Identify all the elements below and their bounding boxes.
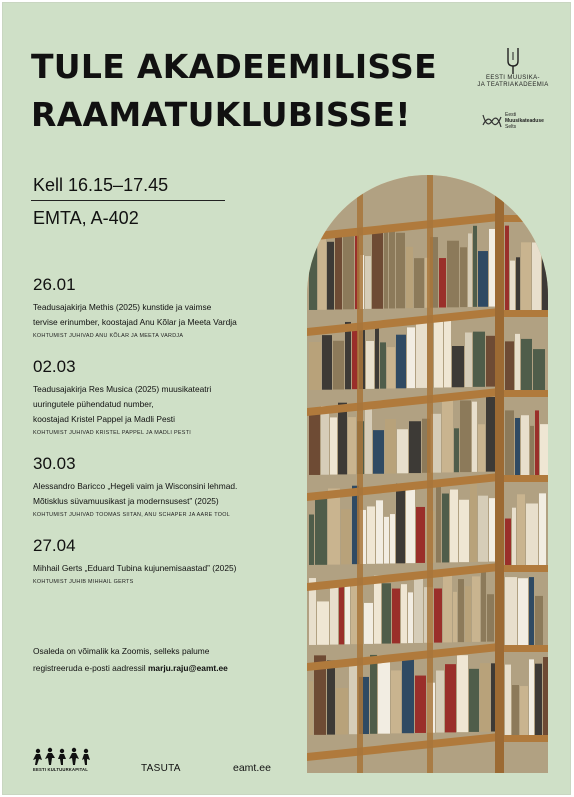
book-spine [318,227,326,310]
book-spine [460,247,467,307]
book-spine [468,233,472,307]
book-spine [465,333,472,388]
book-spine [505,519,511,565]
book-spine [364,603,373,644]
book-spine [374,576,381,644]
dancers-emblem-icon [33,747,91,767]
shelf-post [427,175,433,773]
time: Kell 16.15–17.45 [33,175,169,195]
book-spine [535,410,539,475]
event-description [33,382,323,427]
book-spine [309,681,313,735]
event-description-line: Teadusajakirja Res Musica (2025) muusikateatri [33,384,212,394]
book-spine [387,347,395,388]
event-description [33,300,323,330]
bookshelf-illustration [307,175,548,773]
book-spine [328,488,340,564]
shelf-board-right [499,215,548,222]
emta-logo [473,47,553,89]
book-spine [480,663,490,732]
book-spine [520,686,528,735]
book-spine [391,670,401,733]
book-spine [414,576,423,643]
book-spine [416,507,425,563]
shelf-post [357,175,363,773]
book-spine [521,415,529,475]
event-description-line: Teadusajakirja Methis (2025) kunstide ja vaimse [33,302,212,312]
headline-line-2: RAAMATUKLUBISSE! [31,95,411,134]
book-spine [473,226,477,307]
event-item [33,536,323,587]
book-spine [434,589,442,643]
book-spine [327,242,334,310]
book-spine [309,342,321,390]
bookshelf-photo [307,175,548,773]
poster [2,2,571,795]
book-spine [367,506,375,563]
book-spine [415,676,426,733]
book-spine [378,656,390,734]
book-spine [365,407,372,474]
note-line-2-text: registreeruda e-posti aadressil [33,663,148,673]
book-spine [396,233,405,309]
book-spine [372,228,383,309]
shelf-board-right [499,390,548,397]
book-spine [397,429,408,473]
footer-logo-label: EESTI KULTUURKAPITAL [33,767,89,772]
shelf-board-right [499,735,548,742]
book-spine [530,426,534,475]
book-spine [330,585,338,644]
book-spine [470,482,477,562]
book-spine [366,341,374,389]
book-spine [327,660,335,734]
event-list [33,275,323,603]
book-spine [481,572,486,642]
event-description-line: tervise erinumber, koostajad Anu Kõlar ja Meeta Vardja [33,317,237,327]
headline-line-1: TULE AKADEEMILISSE [31,47,437,86]
book-spine [505,226,509,310]
book-spine [478,251,488,307]
book-spine [396,484,405,564]
book-spine [434,322,443,388]
book-spine [309,408,320,475]
book-spine [518,578,528,645]
book-spine [336,688,348,734]
book-spine [338,403,347,475]
book-spine [458,579,464,642]
book-spine [376,500,383,563]
book-spine [478,424,485,472]
book-spine [450,490,458,563]
book-spine [348,417,356,474]
email-link[interactable]: marju.raju@eamt.ee [147,663,228,673]
book-spine [349,663,358,734]
book-spine [375,328,379,389]
event-description-line: koostajad Kristel Pappel ja Madli Pesti [33,414,175,424]
book-spine [339,582,344,644]
book-spine [345,584,350,644]
book-spine [407,327,415,388]
book-spine [443,573,452,643]
note-line-1: Osaleda on võimalik ka Zoomis, selleks palume [33,646,210,656]
book-spine [343,236,354,309]
shelf-board-right [499,565,548,572]
book-spine [517,494,525,565]
book-spine [406,247,413,308]
event-host: KOHTUMIST JUHIVAD KRISTEL PAPPEL JA MADLI PESTI [33,430,192,436]
place: EMTA, A-402 [33,208,139,228]
book-spine [532,242,541,310]
book-spine [345,322,351,389]
book-spine [402,657,414,733]
book-spine [442,399,453,473]
book-spine [322,335,332,390]
event-description [33,479,323,509]
book-spine [535,664,542,735]
book-spine [408,592,413,643]
book-spine [384,232,388,309]
event-host: KOHTUMIST JUHIVAD TOOMAS SIITAN, ANU SCHAPER JA AARE TOOL [33,512,231,518]
book-spine [465,586,471,642]
shelf-board-right [499,310,548,317]
book-spine [542,249,548,310]
book-spine [401,584,407,643]
book-spine [505,577,517,645]
event-date: 02.03 [33,357,76,376]
event-item [33,275,323,341]
event-description-line: uuringutele pühendatud number, [33,399,154,409]
emta-logo-line-2: JA TEATRIAKADEEMIA [477,82,549,88]
book-spine [442,494,449,563]
book-spine [512,508,516,565]
book-spine [406,484,415,563]
book-spine [317,601,329,644]
book-spine [445,664,456,732]
seltsi-logo [481,111,561,133]
event-date: 26.01 [33,275,76,294]
book-spine [459,500,469,562]
shelf-board-right [499,475,548,482]
book-spine [380,342,386,388]
book-spine [335,236,342,310]
event-description-line: Mõtisklus süvamuusikast ja modernsusest” (2025) [33,496,219,506]
book-spine [469,669,479,732]
book-spine [512,685,519,735]
event-item [33,357,323,438]
book-spine [539,493,546,565]
book-spine [315,499,327,565]
divider [31,200,225,201]
book-spine [540,424,548,475]
event-host: KOHTUMIST JUHIB MIHHAIL GERTS [33,579,134,585]
book-spine [333,341,344,390]
book-spine [472,402,477,472]
book-spine [416,318,427,388]
book-spine [478,496,488,562]
book-spine [510,261,515,310]
footer-logo [33,747,91,775]
book-spine [396,335,406,389]
book-spine [414,258,424,308]
seltsi-line-2: Muusikateaduse [505,118,544,124]
headline [31,43,461,139]
book-spine [543,657,548,735]
book-spine [505,341,514,390]
book-spine [487,594,494,641]
event-description-line: Mihhail Gerts „Eduard Tubina kujunemisaastad” (2025) [33,563,237,573]
event-date: 30.03 [33,454,76,473]
book-spine [444,320,451,387]
book-spine [390,514,395,563]
book-spine [533,349,545,390]
book-spine [321,406,329,475]
book-spine [515,334,520,390]
book-spine [389,225,395,309]
free-admission: TASUTA [141,763,181,774]
book-spine [452,346,464,387]
book-spine [515,418,520,475]
book-spine [489,229,495,307]
shelf-divider [495,175,504,773]
seltsi-emblem-icon [481,111,503,131]
book-spine [526,503,538,565]
book-spine [384,517,389,564]
book-spine [385,419,396,473]
book-spine [521,242,531,310]
book-spine [392,589,400,644]
seltsi-line-1: Eesti [505,112,517,118]
event-description [33,561,323,576]
book-spine [472,576,480,641]
seltsi-line-3: Selts [505,124,517,130]
book-spine [382,583,391,643]
book-spine [454,428,459,472]
emta-logo-line-1: EESTI MUUSIKA- [486,75,540,81]
website-link[interactable]: eamt.ee [233,762,271,774]
book-spine [535,596,543,645]
event-host: KOHTUMIST JUHIVAD ANU KÕLAR JA MEETA VARDJA [33,333,184,339]
event-description-line: Alessandro Baricco „Hegeli vaim ja Wisconsini lehmad. [33,481,238,491]
book-spine [447,241,459,308]
book-spine [373,430,384,474]
book-spine [309,515,314,565]
book-spine [457,655,468,732]
book-spine [436,487,441,563]
event-item [33,454,323,520]
event-date: 27.04 [33,536,76,555]
book-spine [460,400,471,472]
book-spine [453,592,457,642]
book-spine [341,509,351,564]
book-spine [473,332,485,387]
book-spine [370,655,377,734]
book-spine [436,670,444,732]
book-spine [330,417,337,474]
book-spine [365,256,371,309]
book-spine [505,410,514,475]
book-spine [439,258,446,307]
note-line-2 [33,660,333,677]
book-spine [505,665,511,735]
book-spine [309,237,317,310]
tuning-fork-icon [505,47,521,75]
book-spine [409,421,421,473]
shelf-board-right [499,645,548,652]
book-spine [529,577,534,645]
book-spine [521,339,532,390]
book-spine [529,659,534,735]
registration-note [33,643,333,677]
book-spine [516,257,520,310]
